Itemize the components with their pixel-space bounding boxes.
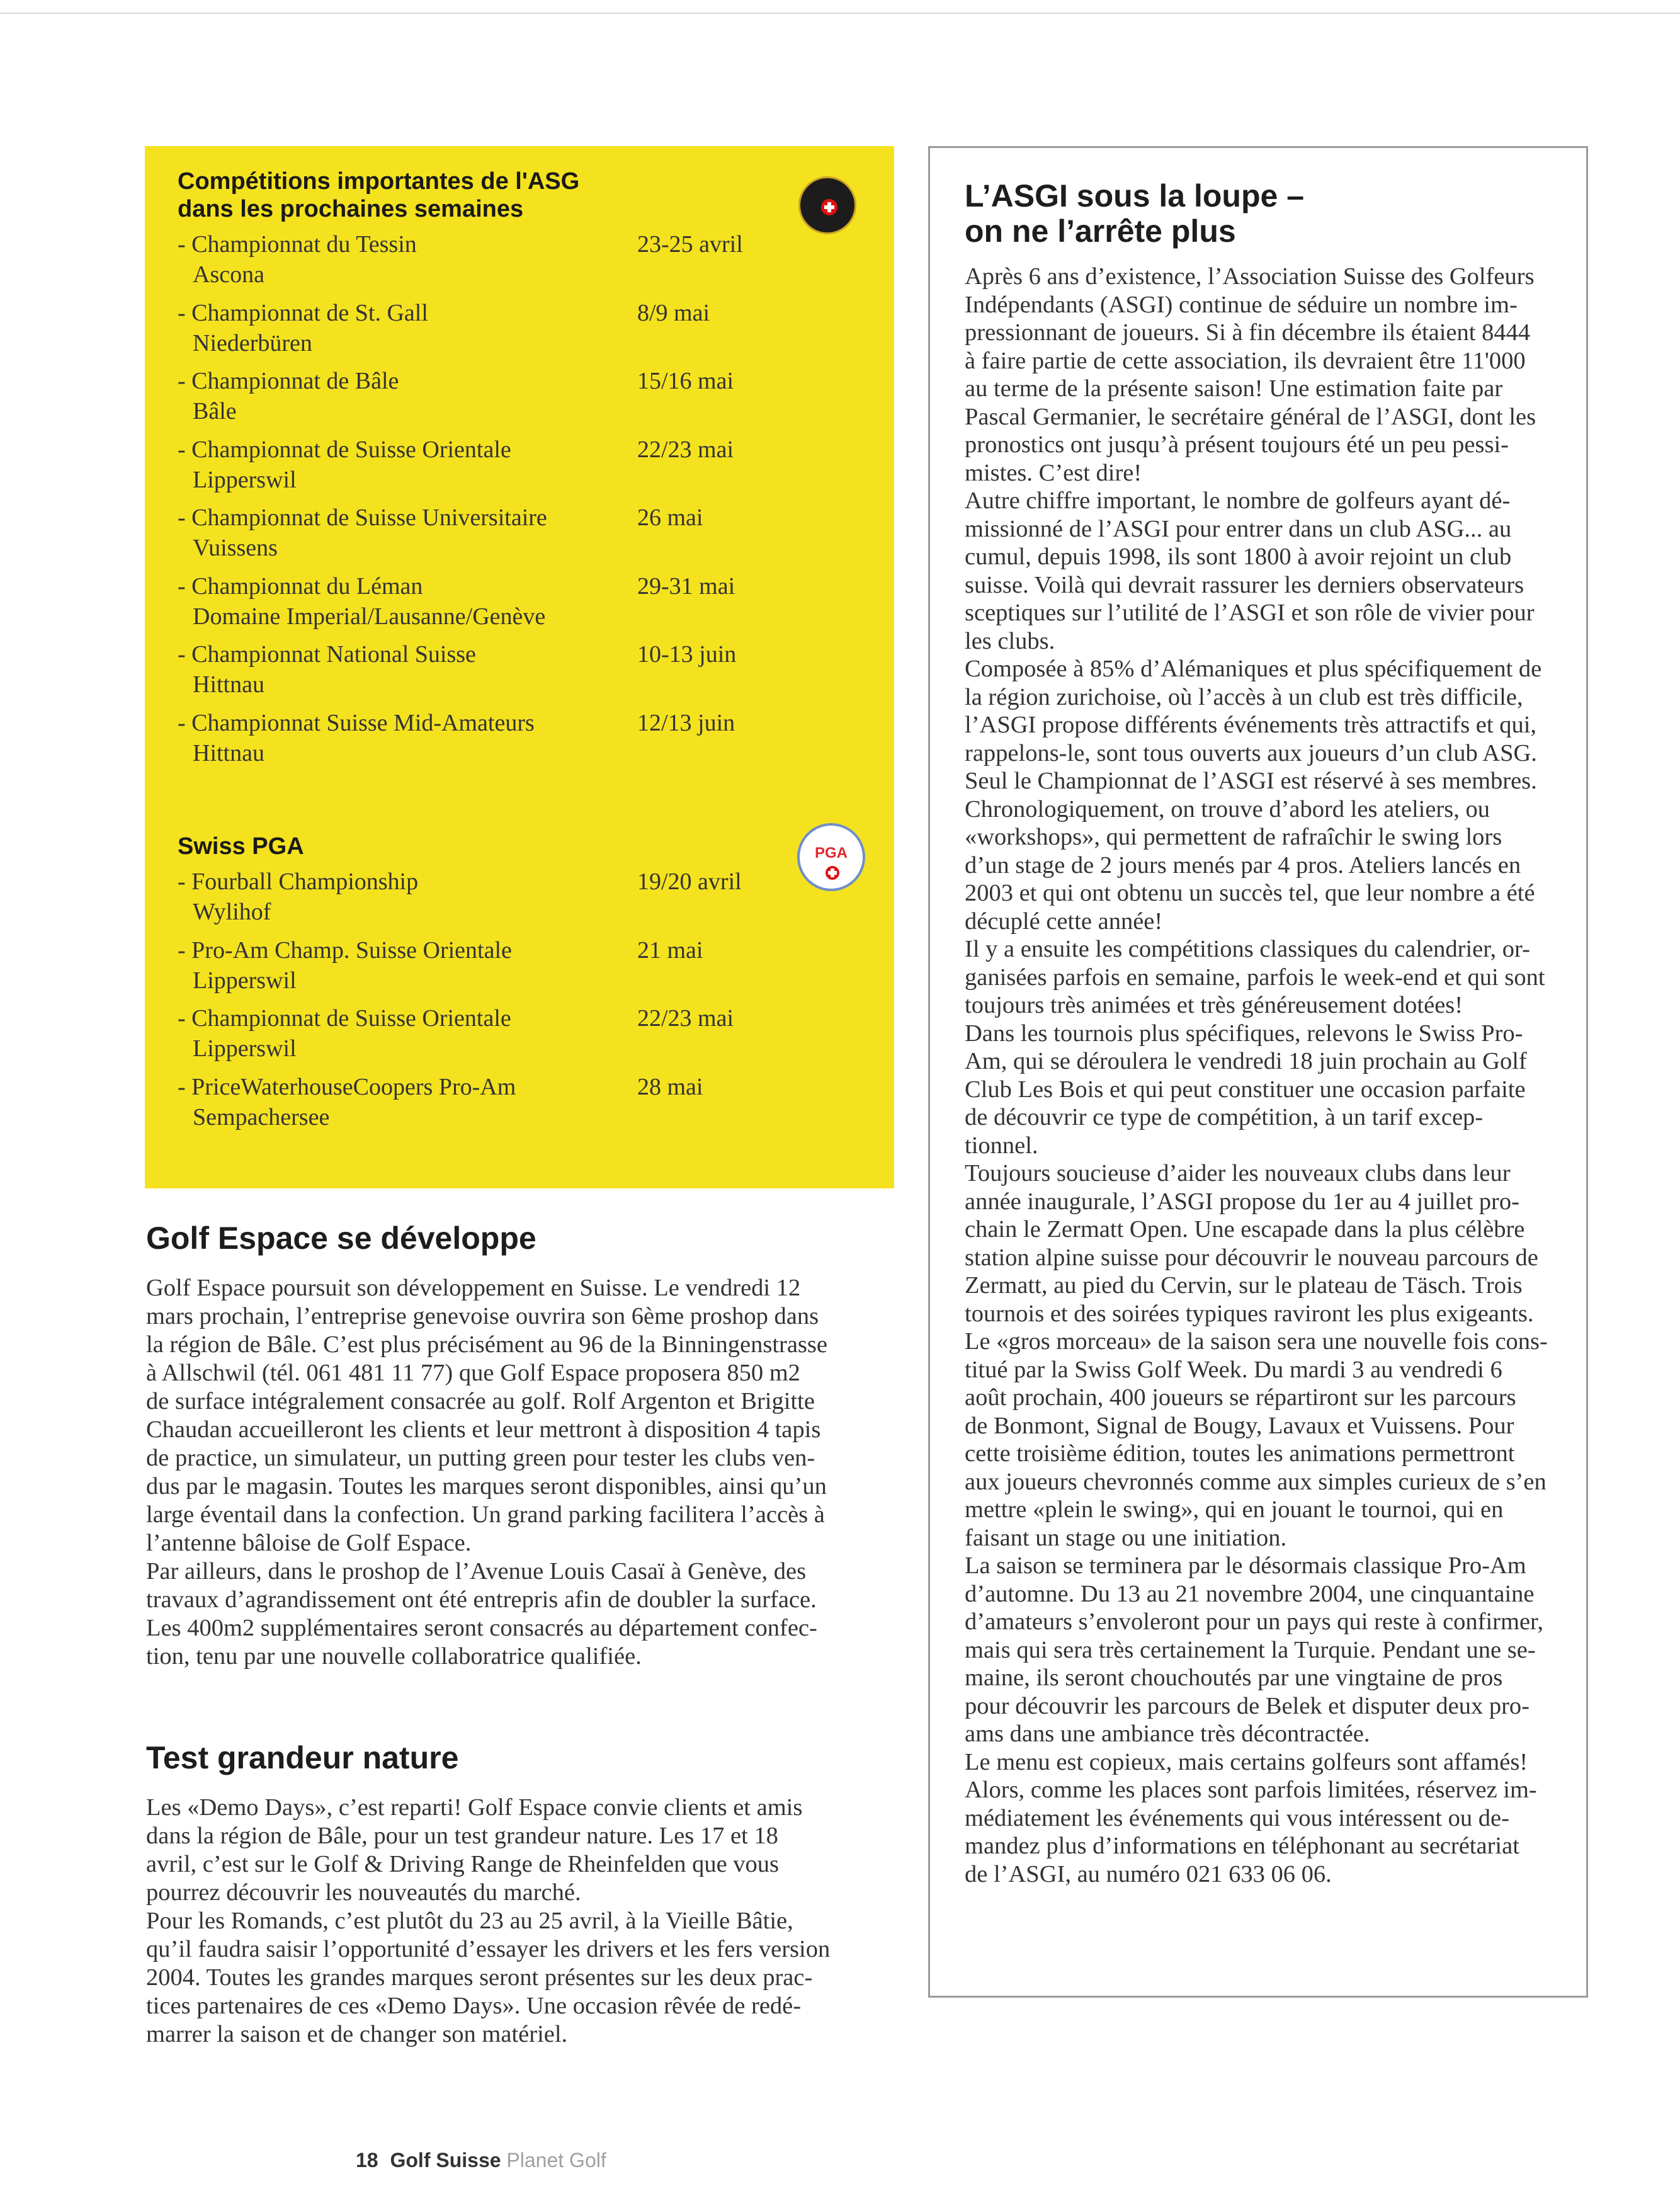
text-line: la région de Bâle. C’est plus précisément au 96 de la Binningenstrasse — [146, 1331, 827, 1358]
text-line: sceptiques sur l’utilité de l’ASGI et son rôle de vivier pour — [965, 600, 1535, 626]
competition-date: 10-13 juin — [637, 641, 737, 668]
competition-place: Lipperswil — [193, 466, 297, 493]
competition-item — [178, 298, 894, 367]
competition-date: 8/9 mai — [637, 299, 710, 326]
text-line: pressionnant de joueurs. Si à fin décembre ils étaient 8444 — [965, 319, 1531, 346]
magazine-subtitle: Planet Golf — [506, 2149, 606, 2171]
text-line: Composée à 85% d’Alémaniques et plus spécifiquement de — [965, 656, 1542, 682]
competition-item — [178, 639, 894, 708]
text-line: mars prochain, l’entreprise genevoise ouvrira son 6ème proshop dans — [146, 1303, 819, 1329]
competition-name: - Pro-Am Champ. Suisse Orientale — [178, 936, 512, 964]
text-line: Chaudan accueilleront les clients et leur mettront à disposition 4 tapis — [146, 1416, 821, 1443]
competition-date: 23-25 avril — [637, 231, 743, 258]
text-line: travaux d’agrandissement ont été entrepris afin de doubler la surface. — [146, 1586, 817, 1613]
text-line: de surface intégralement consacrée au golf. Rolf Argenton et Brigitte — [146, 1388, 815, 1414]
asg-competition-list — [178, 229, 894, 776]
text-line: ams dans une ambiance très décontractée. — [965, 1721, 1370, 1747]
text-line: l’antenne bâloise de Golf Espace. — [146, 1530, 472, 1556]
test-nature-body — [146, 1794, 889, 2049]
competition-item — [178, 1003, 894, 1072]
competition-place: Domaine Imperial/Lausanne/Genève — [193, 603, 546, 630]
competition-date: 26 mai — [637, 504, 703, 531]
swiss-cross-icon — [821, 199, 837, 215]
text-line: d’un stage de 2 jours menés par 4 pros. Ateliers lancés en — [965, 851, 1521, 879]
top-border — [0, 0, 1680, 14]
text-line: d’amateurs s’envoleront pour un pays qui reste à confirmer, — [965, 1608, 1543, 1635]
text-line: large éventail dans la confection. Un grand parking facilitera l’accès à — [146, 1501, 825, 1528]
text-line: marrer la saison et de changer son matériel. — [146, 2021, 568, 2047]
competition-item — [178, 1072, 894, 1141]
text-line: Le menu est copieux, mais certains golfeurs sont affamés! — [965, 1748, 1528, 1775]
text-line: pour découvrir les parcours de Belek et disputer deux pro- — [965, 1692, 1530, 1719]
text-line: Le «gros morceau» de la saison sera une nouvelle fois cons- — [965, 1328, 1548, 1355]
competition-place: Wylihof — [193, 899, 271, 925]
text-line: Les «Demo Days», c’est reparti! Golf Espace convie clients et amis — [146, 1794, 803, 1821]
competition-place: Bâle — [193, 398, 237, 424]
competition-name: - Championnat de Bâle — [178, 368, 399, 394]
competition-name: - Championnat de Suisse Universitaire — [178, 504, 547, 531]
competition-name: - Championnat du Léman — [178, 572, 423, 600]
text-line: mistes. C’est dire! — [965, 459, 1142, 486]
text-line: Après 6 ans d’existence, l’Association Suisse des Golfeurs — [965, 263, 1535, 290]
text-line: août prochain, 400 joueurs se répartiront sur les parcours — [965, 1384, 1516, 1411]
text-line: au terme de la présente saison! Une estimation faite par — [965, 375, 1503, 402]
swiss-pga-heading: Swiss PGA — [178, 833, 304, 860]
competitions-heading: Compétitions importantes de l'ASG dans les prochaines semaines — [178, 168, 580, 222]
text-line: Dans les tournois plus spécifiques, relevons le Swiss Pro- — [965, 1020, 1523, 1047]
asgi-article-box — [928, 146, 1588, 1998]
competition-date: 28 mai — [637, 1073, 703, 1100]
text-line: médiatement les événements qui vous intéressent ou de- — [965, 1804, 1509, 1831]
text-line: qu’il faudra saisir l’opportunité d’essayer les drivers et les fers version — [146, 1936, 831, 1962]
competition-item — [178, 571, 894, 640]
competition-place: Hittnau — [193, 739, 264, 766]
text-line: 2003 et qui ont obtenu un succès tel, que leur nombre a été — [965, 880, 1535, 906]
text-line: aux joueurs chevronnés comme aux simples curieux de s’en — [965, 1468, 1547, 1495]
competition-item — [178, 503, 894, 571]
text-line: pourrez découvrir les nouveautés du marché. — [146, 1879, 581, 1906]
pga-competition-list — [178, 867, 894, 1140]
text-line: Seul le Championnat de l’ASGI est réservé à ses membres. — [965, 768, 1537, 794]
competition-item — [178, 708, 894, 777]
text-line: les clubs. — [965, 627, 1055, 654]
competitions-box — [145, 146, 894, 1188]
text-line: cumul, depuis 1998, ils sont 1800 à avoir rejoint un club — [965, 543, 1512, 570]
text-line: Les 400m2 supplémentaires seront consacrés au département confec- — [146, 1615, 817, 1641]
text-line: Chronologiquement, on trouve d’abord les ateliers, ou — [965, 795, 1490, 822]
text-line: de practice, un simulateur, un putting green pour tester les clubs ven- — [146, 1445, 815, 1471]
text-line: Pascal Germanier, le secrétaire général de l’ASGI, dont les — [965, 403, 1536, 430]
competition-name: - Fourball Championship — [178, 868, 419, 895]
asg-logo — [798, 176, 856, 234]
text-line: Indépendants (ASGI) continue de séduire un nombre im- — [965, 291, 1518, 318]
competition-name: - Championnat National Suisse — [178, 641, 476, 668]
text-line: tices partenaires de ces «Demo Days». Une occasion rêvée de redé- — [146, 1993, 802, 2019]
golf-espace-article — [146, 1220, 889, 1671]
text-line: Am, qui se déroulera le vendredi 18 juin prochain au Golf — [965, 1048, 1527, 1074]
text-line: titué par la Swiss Golf Week. Du mardi 3 au vendredi 6 — [965, 1356, 1502, 1383]
competition-item — [178, 435, 894, 503]
text-line: dans la région de Bâle, pour un test grandeur nature. Les 17 et 18 — [146, 1823, 778, 1849]
competition-date: 22/23 mai — [637, 1005, 734, 1032]
competition-item — [178, 867, 894, 935]
text-line: Autre chiffre important, le nombre de golfeurs ayant dé- — [965, 487, 1511, 514]
text-line: cette troisième édition, toutes les animations permettront — [965, 1440, 1515, 1467]
competition-item — [178, 935, 894, 1004]
text-line: de Bonmont, Signal de Bougy, Lavaux et Vuissens. Pour — [965, 1412, 1514, 1439]
competition-date: 22/23 mai — [637, 436, 734, 463]
text-line: missionné de l’ASGI pour entrer dans un club ASG... au — [965, 515, 1512, 542]
asgi-body — [965, 263, 1567, 1888]
golf-espace-title: Golf Espace se développe — [146, 1221, 536, 1256]
text-line: Zermatt, au pied du Cervin, sur le plateau de Täsch. Trois — [965, 1272, 1523, 1299]
text-line: Alors, comme les places sont parfois limitées, réservez im- — [965, 1777, 1537, 1803]
text-line: «workshops», qui permettent de rafraîchir le swing lors — [965, 824, 1502, 850]
text-line: à Allschwil (tél. 061 481 11 77) que Golf Espace proposera 850 m2 — [146, 1360, 800, 1386]
text-line: Golf Espace poursuit son développement en Suisse. Le vendredi 12 — [146, 1275, 801, 1301]
text-line: station alpine suisse pour découvrir le nouveau parcours de — [965, 1244, 1538, 1271]
page-footer — [356, 2148, 606, 2173]
competition-place: Sempachersee — [193, 1103, 330, 1130]
text-line: la région zurichoise, où l’accès à un club est très difficile, — [965, 683, 1523, 710]
text-line: dus par le magasin. Toutes les marques seront disponibles, ainsi qu’un — [146, 1473, 827, 1500]
page-number: 18 — [356, 2149, 378, 2171]
competition-name: - Championnat de St. Gall — [178, 299, 428, 326]
asgi-title: L’ASGI sous la loupe – on ne l’arrête plus — [965, 178, 1305, 249]
text-line: maine, ils seront chouchoutés par une vingtaine de pros — [965, 1665, 1503, 1691]
text-line: toujours très animées et très généreusement dotées! — [965, 992, 1463, 1018]
text-line: chain le Zermatt Open. Une escapade dans la plus célèbre — [965, 1216, 1525, 1243]
text-line: 2004. Toutes les grandes marques seront présentes sur les deux prac- — [146, 1964, 813, 1991]
text-line: mais qui sera très certainement la Turquie. Pendant une se- — [965, 1636, 1536, 1663]
competition-name: - Championnat du Tessin — [178, 231, 417, 258]
competition-place: Hittnau — [193, 671, 264, 698]
text-line: Club Les Bois et qui peut constituer une occasion parfaite — [965, 1076, 1526, 1103]
competition-date: 19/20 avril — [637, 868, 742, 895]
competition-date: 12/13 juin — [637, 709, 735, 736]
text-line: Toujours soucieuse d’aider les nouveaux clubs dans leur — [965, 1160, 1511, 1187]
text-line: faisant un stage ou une initiation. — [965, 1524, 1287, 1551]
text-line: tionnel. — [965, 1132, 1038, 1159]
text-line: suisse. Voilà qui devrait rassurer les derniers observateurs — [965, 571, 1524, 598]
competition-item — [178, 366, 894, 435]
text-line: tournois et des soirées typiques raviront les plus exigeants. — [965, 1300, 1534, 1327]
competition-item — [178, 229, 894, 298]
text-line: Par ailleurs, dans le proshop de l’Avenue Louis Casaï à Genève, des — [146, 1558, 807, 1585]
magazine-name: Golf Suisse — [390, 2149, 501, 2171]
text-line: année inaugurale, l’ASGI propose du 1er au 4 juillet pro- — [965, 1188, 1519, 1215]
text-line: rappelons-le, sont tous ouverts aux joueurs d’un club ASG. — [965, 739, 1537, 766]
competition-date: 29-31 mai — [637, 572, 735, 600]
text-line: Il y a ensuite les compétitions classiques du calendrier, or- — [965, 936, 1530, 962]
competition-date: 15/16 mai — [637, 368, 734, 394]
competition-name: - Championnat de Suisse Orientale — [178, 436, 511, 463]
competition-name: - PriceWaterhouseCoopers Pro-Am — [178, 1073, 516, 1100]
text-line: avril, c’est sur le Golf & Driving Range de Rheinfelden que vous — [146, 1851, 780, 1877]
competition-place: Vuissens — [193, 535, 278, 561]
text-line: de l’ASGI, au numéro 021 633 06 06. — [965, 1860, 1332, 1887]
text-line: d’automne. Du 13 au 21 novembre 2004, une cinquantaine — [965, 1580, 1535, 1607]
text-line: l’ASGI propose différents événements très attractifs et qui, — [965, 712, 1537, 738]
competition-date: 21 mai — [637, 936, 703, 964]
text-line: Pour les Romands, c’est plutôt du 23 au 25 avril, à la Vieille Bâtie, — [146, 1908, 793, 1934]
competition-name: - Championnat de Suisse Orientale — [178, 1005, 511, 1032]
text-line: pronostics ont jusqu’à présent toujours été un peu pessi- — [965, 431, 1509, 458]
competition-place: Lipperswil — [193, 967, 297, 994]
competition-place: Ascona — [193, 261, 264, 288]
competition-place: Niederbüren — [193, 329, 312, 356]
text-line: à faire partie de cette association, ils devraient être 11'000 — [965, 347, 1526, 374]
text-line: ganisées parfois en semaine, parfois le week-end et qui sont — [965, 964, 1545, 991]
pga-logo: PGA — [797, 823, 865, 891]
competition-place: Lipperswil — [193, 1035, 297, 1062]
test-nature-article — [146, 1739, 889, 2049]
competition-name: - Championnat Suisse Mid-Amateurs — [178, 709, 535, 736]
text-line: mandez plus d’informations en téléphonant au secrétariat — [965, 1833, 1519, 1859]
text-line: décuplé cette année! — [965, 908, 1163, 935]
text-line: tion, tenu par une nouvelle collaboratrice qualifiée. — [146, 1643, 642, 1670]
text-line: La saison se terminera par le désormais classique Pro-Am — [965, 1552, 1526, 1579]
test-nature-title: Test grandeur nature — [146, 1740, 459, 1775]
golf-espace-body — [146, 1274, 889, 1671]
text-line: mettre «plein le swing», qui en jouant le tournoi, qui en — [965, 1496, 1504, 1523]
text-line: de découvrir ce type de compétition, à un tarif excep- — [965, 1104, 1484, 1130]
